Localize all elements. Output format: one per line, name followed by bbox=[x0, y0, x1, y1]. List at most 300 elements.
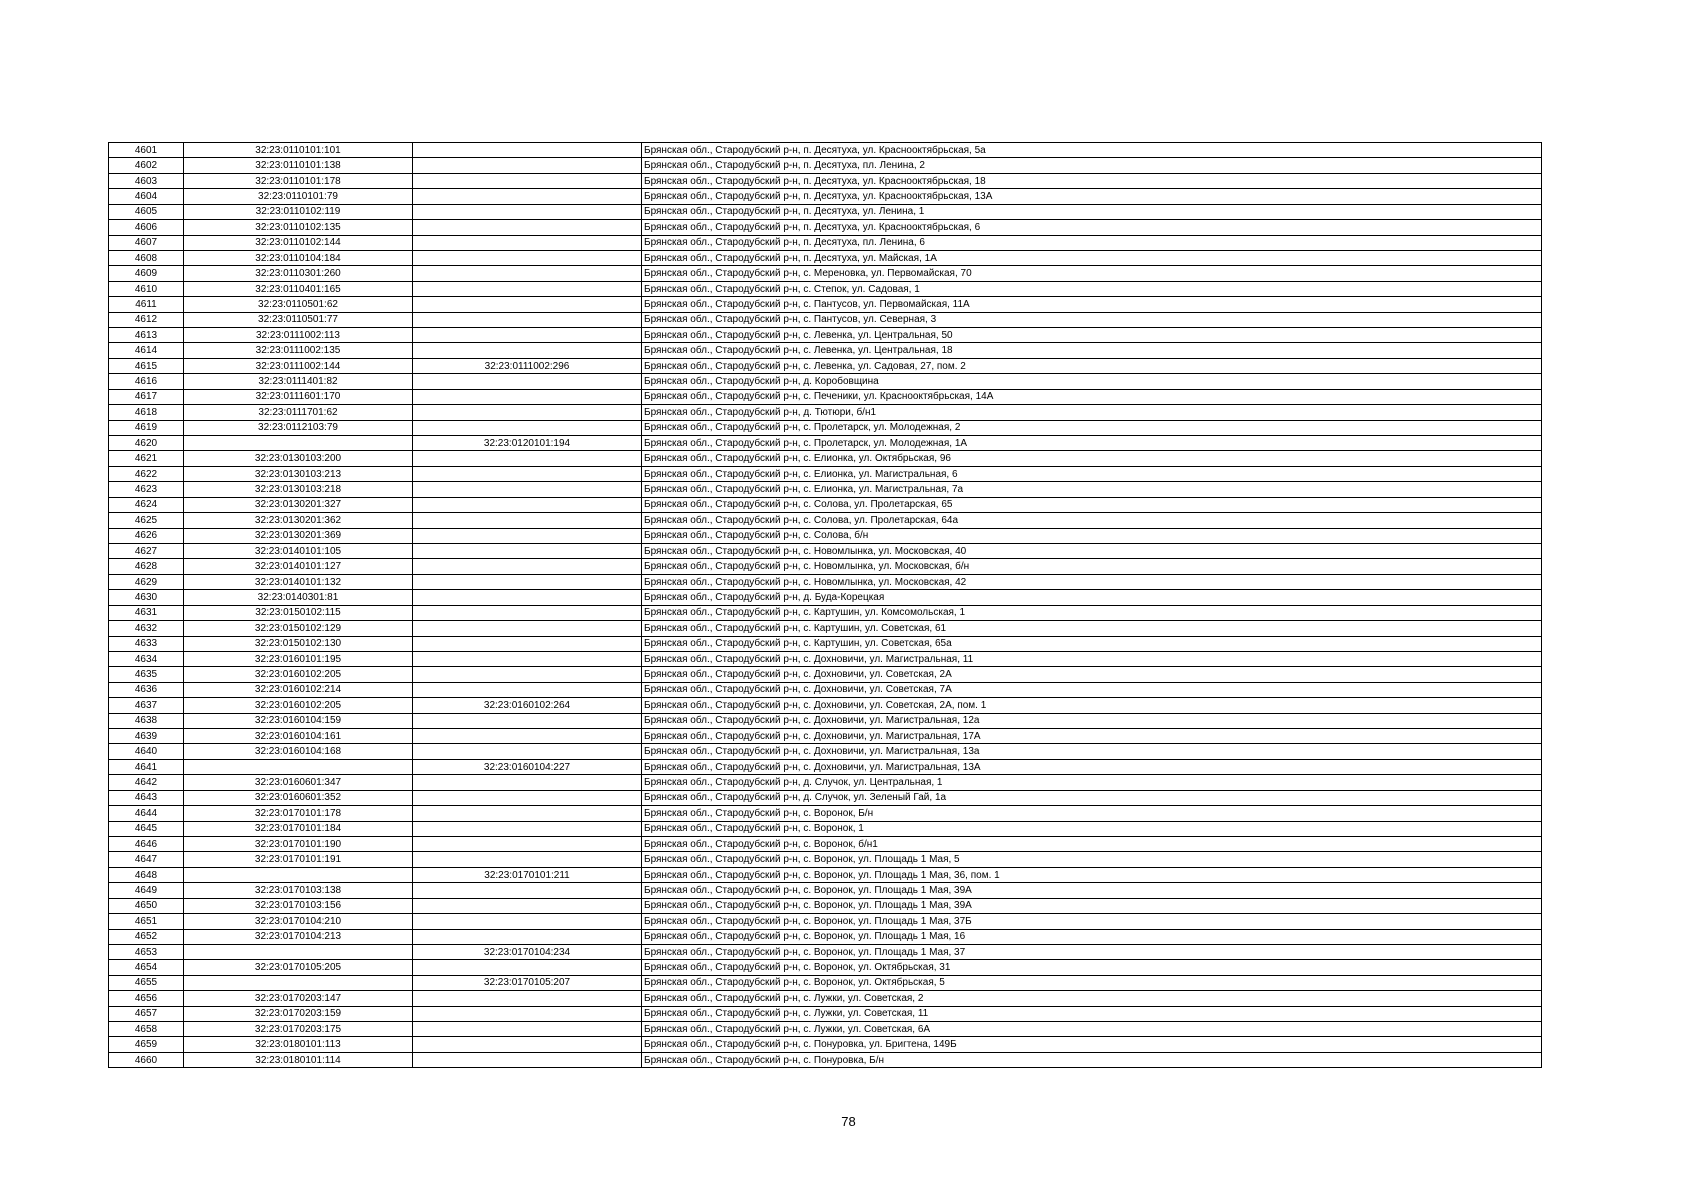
table-row bbox=[109, 420, 1542, 435]
address-cell: Брянская обл., Стародубский р-н, с. Печеники, ул. Краснооктябрьская, 14А bbox=[642, 389, 1542, 404]
address-cell: Брянская обл., Стародубский р-н, с. Новомлынка, ул. Московская, 42 bbox=[642, 574, 1542, 589]
cadastral-number-cell: 32:23:0130103:218 bbox=[184, 482, 413, 497]
table-row bbox=[109, 929, 1542, 944]
table-row bbox=[109, 852, 1542, 867]
address-cell: Брянская обл., Стародубский р-н, с. Пролетарск, ул. Молодежная, 2 bbox=[642, 420, 1542, 435]
table-row bbox=[109, 312, 1542, 327]
row-number-cell: 4638 bbox=[109, 713, 184, 728]
cadastral-number-cell: 32:23:0110401:165 bbox=[184, 281, 413, 296]
address-cell: Брянская обл., Стародубский р-н, с. Степок, ул. Садовая, 1 bbox=[642, 281, 1542, 296]
table-row bbox=[109, 605, 1542, 620]
row-number-cell: 4602 bbox=[109, 158, 184, 173]
row-number-cell: 4618 bbox=[109, 405, 184, 420]
premises-cadastral-number-cell bbox=[413, 513, 642, 528]
cadastral-number-cell: 32:23:0111601:170 bbox=[184, 389, 413, 404]
table-row bbox=[109, 698, 1542, 713]
row-number-cell: 4610 bbox=[109, 281, 184, 296]
table-row bbox=[109, 436, 1542, 451]
premises-cadastral-number-cell bbox=[413, 204, 642, 219]
premises-cadastral-number-cell bbox=[413, 143, 642, 158]
address-cell: Брянская обл., Стародубский р-н, с. Картушин, ул. Комсомольская, 1 bbox=[642, 605, 1542, 620]
row-number-cell: 4628 bbox=[109, 559, 184, 574]
cadastral-number-cell: 32:23:0170105:205 bbox=[184, 960, 413, 975]
cadastral-number-cell: 32:23:0170104:210 bbox=[184, 914, 413, 929]
premises-cadastral-number-cell bbox=[413, 482, 642, 497]
table-row bbox=[109, 189, 1542, 204]
premises-cadastral-number-cell bbox=[413, 158, 642, 173]
table-row bbox=[109, 867, 1542, 882]
address-cell: Брянская обл., Стародубский р-н, с. Мереновка, ул. Первомайская, 70 bbox=[642, 266, 1542, 281]
table-row bbox=[109, 775, 1542, 790]
cadastral-number-cell: 32:23:0140101:105 bbox=[184, 543, 413, 558]
premises-cadastral-number-cell bbox=[413, 667, 642, 682]
cadastral-number-cell: 32:23:0150102:130 bbox=[184, 636, 413, 651]
address-cell: Брянская обл., Стародубский р-н, п. Десятуха, ул. Ленина, 1 bbox=[642, 204, 1542, 219]
row-number-cell: 4642 bbox=[109, 775, 184, 790]
table-row bbox=[109, 204, 1542, 219]
cadastral-number-cell: 32:23:0110101:101 bbox=[184, 143, 413, 158]
premises-cadastral-number-cell bbox=[413, 266, 642, 281]
cadastral-number-cell: 32:23:0160104:168 bbox=[184, 744, 413, 759]
row-number-cell: 4653 bbox=[109, 944, 184, 959]
premises-cadastral-number-cell bbox=[413, 682, 642, 697]
address-cell: Брянская обл., Стародубский р-н, с. Понуровка, Б/н bbox=[642, 1052, 1542, 1067]
row-number-cell: 4658 bbox=[109, 1022, 184, 1037]
cadastral-number-cell bbox=[184, 975, 413, 990]
registry-table bbox=[108, 142, 1542, 1068]
registry-table-body bbox=[109, 143, 1542, 1068]
cadastral-number-cell: 32:23:0111401:82 bbox=[184, 374, 413, 389]
row-number-cell: 4613 bbox=[109, 328, 184, 343]
table-row bbox=[109, 328, 1542, 343]
cadastral-number-cell: 32:23:0140101:132 bbox=[184, 574, 413, 589]
premises-cadastral-number-cell bbox=[413, 898, 642, 913]
row-number-cell: 4625 bbox=[109, 513, 184, 528]
premises-cadastral-number-cell bbox=[413, 929, 642, 944]
premises-cadastral-number-cell bbox=[413, 312, 642, 327]
premises-cadastral-number-cell bbox=[413, 451, 642, 466]
address-cell: Брянская обл., Стародубский р-н, п. Десятуха, ул. Краснооктябрьская, 18 bbox=[642, 173, 1542, 188]
table-row bbox=[109, 914, 1542, 929]
table-row bbox=[109, 975, 1542, 990]
cadastral-number-cell: 32:23:0130201:327 bbox=[184, 497, 413, 512]
address-cell: Брянская обл., Стародубский р-н, с. Солова, ул. Пролетарская, 65 bbox=[642, 497, 1542, 512]
table-row bbox=[109, 1037, 1542, 1052]
premises-cadastral-number-cell: 32:23:0160102:264 bbox=[413, 698, 642, 713]
premises-cadastral-number-cell bbox=[413, 466, 642, 481]
cadastral-number-cell: 32:23:0110301:260 bbox=[184, 266, 413, 281]
table-row bbox=[109, 528, 1542, 543]
cadastral-number-cell: 32:23:0110101:79 bbox=[184, 189, 413, 204]
cadastral-number-cell: 32:23:0130103:213 bbox=[184, 466, 413, 481]
cadastral-number-cell: 32:23:0160601:347 bbox=[184, 775, 413, 790]
premises-cadastral-number-cell bbox=[413, 405, 642, 420]
address-cell: Брянская обл., Стародубский р-н, с. Воронок, ул. Площадь 1 Мая, 5 bbox=[642, 852, 1542, 867]
cadastral-number-cell: 32:23:0110102:135 bbox=[184, 220, 413, 235]
row-number-cell: 4619 bbox=[109, 420, 184, 435]
address-cell: Брянская обл., Стародубский р-н, с. Солова, б/н bbox=[642, 528, 1542, 543]
cadastral-number-cell: 32:23:0110501:77 bbox=[184, 312, 413, 327]
address-cell: Брянская обл., Стародубский р-н, с. Пантусов, ул. Северная, 3 bbox=[642, 312, 1542, 327]
table-row bbox=[109, 482, 1542, 497]
address-cell: Брянская обл., Стародубский р-н, д. Случок, ул. Центральная, 1 bbox=[642, 775, 1542, 790]
address-cell: Брянская обл., Стародубский р-н, с. Дохновичи, ул. Магистральная, 13А bbox=[642, 759, 1542, 774]
cadastral-number-cell bbox=[184, 759, 413, 774]
address-cell: Брянская обл., Стародубский р-н, д. Тютюри, б/н1 bbox=[642, 405, 1542, 420]
cadastral-number-cell: 32:23:0170101:190 bbox=[184, 836, 413, 851]
table-row bbox=[109, 636, 1542, 651]
premises-cadastral-number-cell bbox=[413, 1022, 642, 1037]
premises-cadastral-number-cell bbox=[413, 574, 642, 589]
cadastral-number-cell bbox=[184, 436, 413, 451]
table-row bbox=[109, 713, 1542, 728]
address-cell: Брянская обл., Стародубский р-н, с. Дохновичи, ул. Советская, 7А bbox=[642, 682, 1542, 697]
cadastral-number-cell: 32:23:0170203:175 bbox=[184, 1022, 413, 1037]
premises-cadastral-number-cell bbox=[413, 374, 642, 389]
premises-cadastral-number-cell bbox=[413, 960, 642, 975]
row-number-cell: 4631 bbox=[109, 605, 184, 620]
premises-cadastral-number-cell bbox=[413, 297, 642, 312]
address-cell: Брянская обл., Стародубский р-н, с. Воронок, ул. Октябрьская, 5 bbox=[642, 975, 1542, 990]
table-row bbox=[109, 466, 1542, 481]
premises-cadastral-number-cell bbox=[413, 281, 642, 296]
address-cell: Брянская обл., Стародубский р-н, с. Новомлынка, ул. Московская, б/н bbox=[642, 559, 1542, 574]
row-number-cell: 4645 bbox=[109, 821, 184, 836]
address-cell: Брянская обл., Стародубский р-н, с. Воронок, ул. Площадь 1 Мая, 37Б bbox=[642, 914, 1542, 929]
address-cell: Брянская обл., Стародубский р-н, с. Воронок, ул. Площадь 1 Мая, 39А bbox=[642, 883, 1542, 898]
address-cell: Брянская обл., Стародубский р-н, с. Воронок, ул. Площадь 1 Мая, 39А bbox=[642, 898, 1542, 913]
cadastral-number-cell: 32:23:0170203:147 bbox=[184, 991, 413, 1006]
premises-cadastral-number-cell: 32:23:0120101:194 bbox=[413, 436, 642, 451]
cadastral-number-cell: 32:23:0130201:369 bbox=[184, 528, 413, 543]
address-cell: Брянская обл., Стародубский р-н, с. Елионка, ул. Октябрьская, 96 bbox=[642, 451, 1542, 466]
address-cell: Брянская обл., Стародубский р-н, с. Лужки, ул. Советская, 11 bbox=[642, 1006, 1542, 1021]
cadastral-number-cell: 32:23:0170203:159 bbox=[184, 1006, 413, 1021]
address-cell: Брянская обл., Стародубский р-н, с. Солова, ул. Пролетарская, 64а bbox=[642, 513, 1542, 528]
premises-cadastral-number-cell: 32:23:0170104:234 bbox=[413, 944, 642, 959]
address-cell: Брянская обл., Стародубский р-н, с. Пролетарск, ул. Молодежная, 1А bbox=[642, 436, 1542, 451]
premises-cadastral-number-cell bbox=[413, 543, 642, 558]
row-number-cell: 4633 bbox=[109, 636, 184, 651]
row-number-cell: 4640 bbox=[109, 744, 184, 759]
table-row bbox=[109, 836, 1542, 851]
table-row bbox=[109, 405, 1542, 420]
cadastral-number-cell: 32:23:0160101:195 bbox=[184, 651, 413, 666]
row-number-cell: 4627 bbox=[109, 543, 184, 558]
address-cell: Брянская обл., Стародубский р-н, с. Елионка, ул. Магистральная, 7а bbox=[642, 482, 1542, 497]
row-number-cell: 4637 bbox=[109, 698, 184, 713]
cadastral-number-cell: 32:23:0170101:191 bbox=[184, 852, 413, 867]
table-row bbox=[109, 1022, 1542, 1037]
table-row bbox=[109, 806, 1542, 821]
row-number-cell: 4603 bbox=[109, 173, 184, 188]
premises-cadastral-number-cell bbox=[413, 343, 642, 358]
row-number-cell: 4616 bbox=[109, 374, 184, 389]
table-row bbox=[109, 590, 1542, 605]
premises-cadastral-number-cell bbox=[413, 173, 642, 188]
address-cell: Брянская обл., Стародубский р-н, с. Лужки, ул. Советская, 2 bbox=[642, 991, 1542, 1006]
cadastral-number-cell: 32:23:0150102:115 bbox=[184, 605, 413, 620]
cadastral-number-cell: 32:23:0160601:352 bbox=[184, 790, 413, 805]
premises-cadastral-number-cell bbox=[413, 189, 642, 204]
row-number-cell: 4652 bbox=[109, 929, 184, 944]
cadastral-number-cell: 32:23:0170103:156 bbox=[184, 898, 413, 913]
premises-cadastral-number-cell bbox=[413, 590, 642, 605]
cadastral-number-cell: 32:23:0170104:213 bbox=[184, 929, 413, 944]
table-row bbox=[109, 898, 1542, 913]
table-row bbox=[109, 235, 1542, 250]
address-cell: Брянская обл., Стародубский р-н, с. Левенка, ул. Садовая, 27, пом. 2 bbox=[642, 358, 1542, 373]
cadastral-number-cell: 32:23:0180101:114 bbox=[184, 1052, 413, 1067]
row-number-cell: 4636 bbox=[109, 682, 184, 697]
cadastral-number-cell: 32:23:0160102:214 bbox=[184, 682, 413, 697]
row-number-cell: 4612 bbox=[109, 312, 184, 327]
row-number-cell: 4605 bbox=[109, 204, 184, 219]
cadastral-number-cell: 32:23:0110102:144 bbox=[184, 235, 413, 250]
address-cell: Брянская обл., Стародубский р-н, с. Понуровка, ул. Бригтена, 149Б bbox=[642, 1037, 1542, 1052]
row-number-cell: 4601 bbox=[109, 143, 184, 158]
address-cell: Брянская обл., Стародубский р-н, с. Дохновичи, ул. Магистральная, 13а bbox=[642, 744, 1542, 759]
cadastral-number-cell: 32:23:0170103:138 bbox=[184, 883, 413, 898]
premises-cadastral-number-cell bbox=[413, 729, 642, 744]
address-cell: Брянская обл., Стародубский р-н, д. Буда-Корецкая bbox=[642, 590, 1542, 605]
table-row bbox=[109, 821, 1542, 836]
premises-cadastral-number-cell bbox=[413, 806, 642, 821]
premises-cadastral-number-cell bbox=[413, 220, 642, 235]
address-cell: Брянская обл., Стародубский р-н, с. Левенка, ул. Центральная, 18 bbox=[642, 343, 1542, 358]
address-cell: Брянская обл., Стародубский р-н, с. Воронок, 1 bbox=[642, 821, 1542, 836]
cadastral-number-cell: 32:23:0160102:205 bbox=[184, 667, 413, 682]
row-number-cell: 4647 bbox=[109, 852, 184, 867]
cadastral-number-cell: 32:23:0111002:144 bbox=[184, 358, 413, 373]
table-row bbox=[109, 266, 1542, 281]
row-number-cell: 4651 bbox=[109, 914, 184, 929]
table-row bbox=[109, 944, 1542, 959]
row-number-cell: 4624 bbox=[109, 497, 184, 512]
cadastral-number-cell: 32:23:0111701:62 bbox=[184, 405, 413, 420]
table-row bbox=[109, 574, 1542, 589]
cadastral-number-cell: 32:23:0110102:119 bbox=[184, 204, 413, 219]
premises-cadastral-number-cell bbox=[413, 528, 642, 543]
premises-cadastral-number-cell bbox=[413, 605, 642, 620]
premises-cadastral-number-cell: 32:23:0160104:227 bbox=[413, 759, 642, 774]
row-number-cell: 4656 bbox=[109, 991, 184, 1006]
table-row bbox=[109, 667, 1542, 682]
address-cell: Брянская обл., Стародубский р-н, с. Картушин, ул. Советская, 61 bbox=[642, 621, 1542, 636]
address-cell: Брянская обл., Стародубский р-н, с. Воронок, ул. Площадь 1 Мая, 16 bbox=[642, 929, 1542, 944]
table-row bbox=[109, 559, 1542, 574]
address-cell: Брянская обл., Стародубский р-н, с. Лужки, ул. Советская, 6А bbox=[642, 1022, 1542, 1037]
premises-cadastral-number-cell bbox=[413, 991, 642, 1006]
row-number-cell: 4632 bbox=[109, 621, 184, 636]
address-cell: Брянская обл., Стародубский р-н, с. Дохновичи, ул. Магистральная, 17А bbox=[642, 729, 1542, 744]
cadastral-number-cell: 32:23:0130103:200 bbox=[184, 451, 413, 466]
cadastral-number-cell: 32:23:0111002:135 bbox=[184, 343, 413, 358]
table-row bbox=[109, 250, 1542, 265]
premises-cadastral-number-cell bbox=[413, 713, 642, 728]
address-cell: Брянская обл., Стародубский р-н, с. Воронок, Б/н bbox=[642, 806, 1542, 821]
address-cell: Брянская обл., Стародубский р-н, с. Новомлынка, ул. Московская, 40 bbox=[642, 543, 1542, 558]
row-number-cell: 4606 bbox=[109, 220, 184, 235]
premises-cadastral-number-cell bbox=[413, 235, 642, 250]
premises-cadastral-number-cell bbox=[413, 328, 642, 343]
address-cell: Брянская обл., Стародубский р-н, п. Десятуха, ул. Краснооктябрьская, 5а bbox=[642, 143, 1542, 158]
cadastral-number-cell: 32:23:0110501:62 bbox=[184, 297, 413, 312]
cadastral-number-cell bbox=[184, 944, 413, 959]
premises-cadastral-number-cell bbox=[413, 389, 642, 404]
address-cell: Брянская обл., Стародубский р-н, с. Левенка, ул. Центральная, 50 bbox=[642, 328, 1542, 343]
row-number-cell: 4620 bbox=[109, 436, 184, 451]
premises-cadastral-number-cell bbox=[413, 744, 642, 759]
address-cell: Брянская обл., Стародубский р-н, д. Коробовщина bbox=[642, 374, 1542, 389]
premises-cadastral-number-cell bbox=[413, 250, 642, 265]
premises-cadastral-number-cell bbox=[413, 790, 642, 805]
address-cell: Брянская обл., Стародубский р-н, с. Воронок, б/н1 bbox=[642, 836, 1542, 851]
address-cell: Брянская обл., Стародубский р-н, п. Десятуха, ул. Краснооктябрьская, 13А bbox=[642, 189, 1542, 204]
table-row bbox=[109, 883, 1542, 898]
cadastral-number-cell: 32:23:0170101:184 bbox=[184, 821, 413, 836]
premises-cadastral-number-cell bbox=[413, 821, 642, 836]
address-cell: Брянская обл., Стародубский р-н, с. Елионка, ул. Магистральная, 6 bbox=[642, 466, 1542, 481]
premises-cadastral-number-cell bbox=[413, 836, 642, 851]
cadastral-number-cell: 32:23:0140101:127 bbox=[184, 559, 413, 574]
cadastral-number-cell: 32:23:0160104:159 bbox=[184, 713, 413, 728]
address-cell: Брянская обл., Стародубский р-н, с. Воронок, ул. Площадь 1 Мая, 36, пом. 1 bbox=[642, 867, 1542, 882]
table-row bbox=[109, 220, 1542, 235]
table-row bbox=[109, 173, 1542, 188]
row-number-cell: 4623 bbox=[109, 482, 184, 497]
row-number-cell: 4607 bbox=[109, 235, 184, 250]
address-cell: Брянская обл., Стародубский р-н, с. Воронок, ул. Площадь 1 Мая, 37 bbox=[642, 944, 1542, 959]
address-cell: Брянская обл., Стародубский р-н, с. Пантусов, ул. Первомайская, 11А bbox=[642, 297, 1542, 312]
premises-cadastral-number-cell bbox=[413, 883, 642, 898]
row-number-cell: 4639 bbox=[109, 729, 184, 744]
row-number-cell: 4604 bbox=[109, 189, 184, 204]
address-cell: Брянская обл., Стародубский р-н, п. Десятуха, пл. Ленина, 6 bbox=[642, 235, 1542, 250]
row-number-cell: 4614 bbox=[109, 343, 184, 358]
table-row bbox=[109, 143, 1542, 158]
cadastral-number-cell: 32:23:0150102:129 bbox=[184, 621, 413, 636]
cadastral-number-cell: 32:23:0160102:205 bbox=[184, 698, 413, 713]
table-row bbox=[109, 358, 1542, 373]
row-number-cell: 4659 bbox=[109, 1037, 184, 1052]
premises-cadastral-number-cell: 32:23:0170105:207 bbox=[413, 975, 642, 990]
row-number-cell: 4626 bbox=[109, 528, 184, 543]
address-cell: Брянская обл., Стародубский р-н, п. Десятуха, ул. Краснооктябрьская, 6 bbox=[642, 220, 1542, 235]
cadastral-number-cell: 32:23:0160104:161 bbox=[184, 729, 413, 744]
cadastral-number-cell: 32:23:0110104:184 bbox=[184, 250, 413, 265]
table-row bbox=[109, 297, 1542, 312]
premises-cadastral-number-cell: 32:23:0111002:296 bbox=[413, 358, 642, 373]
premises-cadastral-number-cell bbox=[413, 621, 642, 636]
address-cell: Брянская обл., Стародубский р-н, с. Дохновичи, ул. Советская, 2А bbox=[642, 667, 1542, 682]
table-row bbox=[109, 343, 1542, 358]
table-row bbox=[109, 1052, 1542, 1067]
table-row bbox=[109, 960, 1542, 975]
address-cell: Брянская обл., Стародубский р-н, с. Дохновичи, ул. Магистральная, 11 bbox=[642, 651, 1542, 666]
cadastral-number-cell: 32:23:0180101:113 bbox=[184, 1037, 413, 1052]
table-row bbox=[109, 621, 1542, 636]
row-number-cell: 4649 bbox=[109, 883, 184, 898]
table-row bbox=[109, 744, 1542, 759]
row-number-cell: 4635 bbox=[109, 667, 184, 682]
premises-cadastral-number-cell bbox=[413, 775, 642, 790]
row-number-cell: 4648 bbox=[109, 867, 184, 882]
table-row bbox=[109, 374, 1542, 389]
premises-cadastral-number-cell bbox=[413, 1006, 642, 1021]
address-cell: Брянская обл., Стародубский р-н, д. Случок, ул. Зеленый Гай, 1а bbox=[642, 790, 1542, 805]
premises-cadastral-number-cell bbox=[413, 852, 642, 867]
table-row bbox=[109, 497, 1542, 512]
row-number-cell: 4657 bbox=[109, 1006, 184, 1021]
table-row bbox=[109, 651, 1542, 666]
cadastral-number-cell: 32:23:0170101:178 bbox=[184, 806, 413, 821]
row-number-cell: 4650 bbox=[109, 898, 184, 913]
row-number-cell: 4655 bbox=[109, 975, 184, 990]
row-number-cell: 4644 bbox=[109, 806, 184, 821]
row-number-cell: 4617 bbox=[109, 389, 184, 404]
row-number-cell: 4634 bbox=[109, 651, 184, 666]
address-cell: Брянская обл., Стародубский р-н, с. Картушин, ул. Советская, 65а bbox=[642, 636, 1542, 651]
address-cell: Брянская обл., Стародубский р-н, п. Десятуха, пл. Ленина, 2 bbox=[642, 158, 1542, 173]
row-number-cell: 4630 bbox=[109, 590, 184, 605]
row-number-cell: 4646 bbox=[109, 836, 184, 851]
table-row bbox=[109, 158, 1542, 173]
premises-cadastral-number-cell bbox=[413, 497, 642, 512]
premises-cadastral-number-cell bbox=[413, 636, 642, 651]
row-number-cell: 4609 bbox=[109, 266, 184, 281]
premises-cadastral-number-cell bbox=[413, 914, 642, 929]
address-cell: Брянская обл., Стародубский р-н, с. Дохновичи, ул. Советская, 2А, пом. 1 bbox=[642, 698, 1542, 713]
cadastral-number-cell: 32:23:0110101:138 bbox=[184, 158, 413, 173]
cadastral-number-cell: 32:23:0111002:113 bbox=[184, 328, 413, 343]
row-number-cell: 4654 bbox=[109, 960, 184, 975]
cadastral-number-cell: 32:23:0140301:81 bbox=[184, 590, 413, 605]
table-row bbox=[109, 682, 1542, 697]
row-number-cell: 4643 bbox=[109, 790, 184, 805]
row-number-cell: 4660 bbox=[109, 1052, 184, 1067]
premises-cadastral-number-cell: 32:23:0170101:211 bbox=[413, 867, 642, 882]
table-row bbox=[109, 759, 1542, 774]
row-number-cell: 4641 bbox=[109, 759, 184, 774]
premises-cadastral-number-cell bbox=[413, 651, 642, 666]
table-row bbox=[109, 281, 1542, 296]
table-row bbox=[109, 790, 1542, 805]
row-number-cell: 4615 bbox=[109, 358, 184, 373]
address-cell: Брянская обл., Стародубский р-н, с. Дохновичи, ул. Магистральная, 12а bbox=[642, 713, 1542, 728]
cadastral-number-cell bbox=[184, 867, 413, 882]
row-number-cell: 4611 bbox=[109, 297, 184, 312]
premises-cadastral-number-cell bbox=[413, 1052, 642, 1067]
cadastral-number-cell: 32:23:0112103:79 bbox=[184, 420, 413, 435]
table-row bbox=[109, 991, 1542, 1006]
cadastral-number-cell: 32:23:0110101:178 bbox=[184, 173, 413, 188]
table-row bbox=[109, 513, 1542, 528]
page-number: 78 bbox=[841, 1114, 856, 1129]
table-row bbox=[109, 1006, 1542, 1021]
table-row bbox=[109, 389, 1542, 404]
address-cell: Брянская обл., Стародубский р-н, с. Воронок, ул. Октябрьская, 31 bbox=[642, 960, 1542, 975]
premises-cadastral-number-cell bbox=[413, 559, 642, 574]
table-row bbox=[109, 451, 1542, 466]
address-cell: Брянская обл., Стародубский р-н, п. Десятуха, ул. Майская, 1А bbox=[642, 250, 1542, 265]
table-row bbox=[109, 543, 1542, 558]
table-row bbox=[109, 729, 1542, 744]
premises-cadastral-number-cell bbox=[413, 1037, 642, 1052]
premises-cadastral-number-cell bbox=[413, 420, 642, 435]
cadastral-number-cell: 32:23:0130201:362 bbox=[184, 513, 413, 528]
row-number-cell: 4629 bbox=[109, 574, 184, 589]
